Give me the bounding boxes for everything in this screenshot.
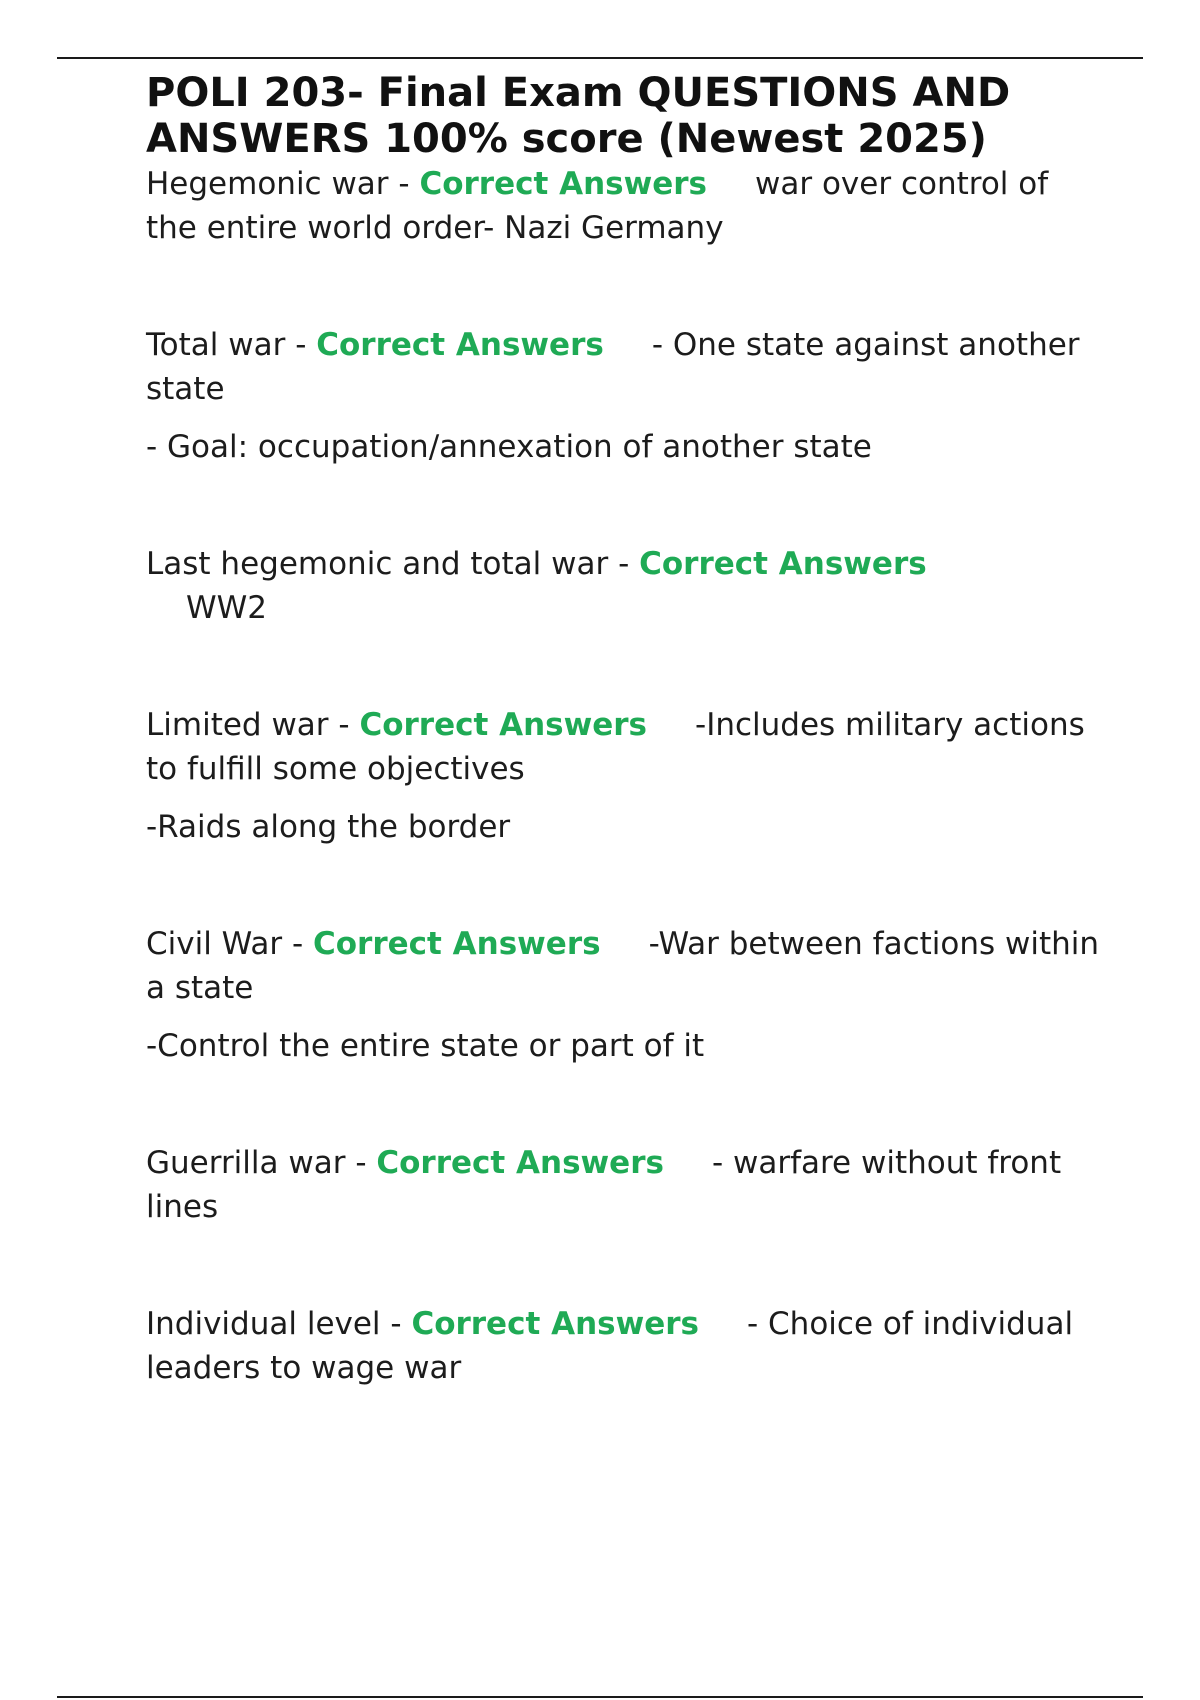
correct-answers-marker: Correct Answers [419,166,708,202]
answer-text-extra: -Control the entire state or part of it [146,1028,705,1064]
answer-text: -Includes military actions to fulfill some objectives [146,707,1085,787]
question-term: Guerrilla war - [146,1145,377,1181]
qa-entry [146,323,1106,469]
qa-entry [146,703,1106,849]
answer-text: -War between factions within a state [146,926,1100,1006]
correct-answers-marker: Correct Answers [376,1145,664,1181]
answer-text: war over control of the entire world order- Nazi Germany [146,166,1049,246]
qa-line [146,1141,1106,1229]
qa-line [146,703,1106,791]
bottom-rule [57,1696,1143,1698]
document-title: POLI 203- Final Exam QUESTIONS AND ANSWERS 100% score (Newest 2025) [146,70,1011,162]
qa-line [146,162,1106,250]
top-rule [57,57,1143,59]
qa-entry [146,542,1106,630]
question-term: Hegemonic war - [146,166,420,202]
answer-text: - warfare without front lines [146,1145,1062,1225]
answer-text-extra: - Goal: occupation/annexation of another state [146,429,872,465]
answer-text: - Choice of individual leaders to wage war [146,1306,1074,1386]
correct-answers-marker: Correct Answers [359,707,648,743]
question-term: Last hegemonic and total war - [146,546,640,582]
qa-entry [146,1302,1106,1390]
question-term: Civil War - [146,926,313,962]
qa-entry [146,162,1106,250]
qa-line [146,323,1106,411]
qa-entry [146,1141,1106,1229]
correct-answers-marker: Correct Answers [411,1306,699,1342]
question-term: Limited war - [146,707,360,743]
qa-line [146,1302,1106,1390]
qa-line [146,542,1106,586]
correct-answers-marker: Correct Answers [313,926,601,962]
qa-line [146,922,1106,1010]
answer-text: WW2 [186,590,268,626]
correct-answers-marker: Correct Answers [316,327,604,363]
question-term: Total war - [146,327,317,363]
correct-answers-marker: Correct Answers [639,546,927,582]
answer-text: - One state against another state [146,327,1080,407]
answer-text-extra: -Raids along the border [146,809,511,845]
question-term: Individual level - [146,1306,412,1342]
qa-entry [146,922,1106,1068]
document-body [146,70,1106,1390]
